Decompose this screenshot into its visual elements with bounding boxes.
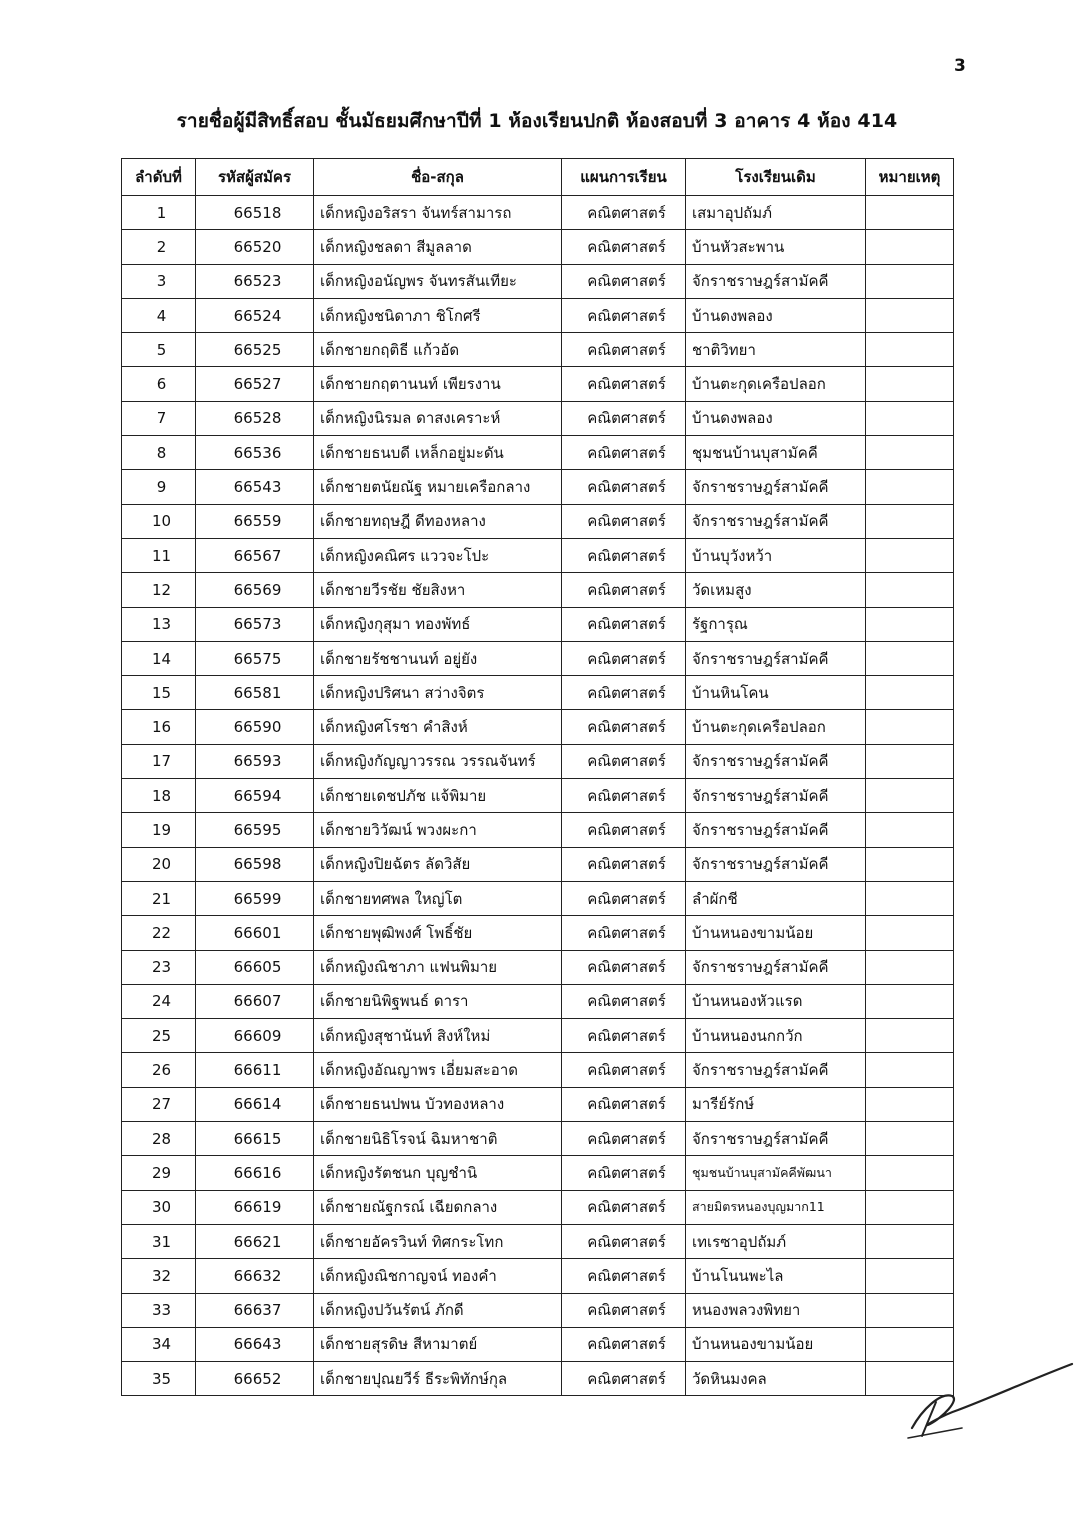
cell-previous-school: จักราชราษฎร์สามัคคี xyxy=(686,950,866,984)
cell-name: เด็กหญิงอริสรา จันทร์สามารถ xyxy=(314,196,562,230)
cell-remarks xyxy=(866,333,954,367)
cell-remarks xyxy=(866,196,954,230)
cell-no: 11 xyxy=(122,538,196,572)
cell-remarks xyxy=(866,607,954,641)
cell-study-plan: คณิตศาสตร์ xyxy=(562,1019,686,1053)
cell-remarks xyxy=(866,1019,954,1053)
cell-remarks xyxy=(866,1293,954,1327)
cell-no: 18 xyxy=(122,779,196,813)
cell-study-plan: คณิตศาสตร์ xyxy=(562,710,686,744)
cell-name: เด็กชายนิพิฐพนธ์ ดารา xyxy=(314,984,562,1018)
table-row xyxy=(122,436,954,470)
cell-no: 1 xyxy=(122,196,196,230)
cell-name: เด็กชายอัครวินท์ ทิศกระโทก xyxy=(314,1224,562,1258)
cell-applicant-id: 66581 xyxy=(196,676,314,710)
cell-previous-school: จักราชราษฎร์สามัคคี xyxy=(686,1053,866,1087)
cell-study-plan: คณิตศาสตร์ xyxy=(562,984,686,1018)
cell-no: 12 xyxy=(122,573,196,607)
cell-applicant-id: 66595 xyxy=(196,813,314,847)
cell-no: 10 xyxy=(122,504,196,538)
cell-applicant-id: 66601 xyxy=(196,916,314,950)
cell-name: เด็กชายพุฒิพงศ์ โพธิ์ชัย xyxy=(314,916,562,950)
cell-study-plan: คณิตศาสตร์ xyxy=(562,641,686,675)
cell-no: 34 xyxy=(122,1327,196,1361)
cell-previous-school: จักราชราษฎร์สามัคคี xyxy=(686,847,866,881)
cell-no: 22 xyxy=(122,916,196,950)
cell-name: เด็กหญิงณิชกาญจน์ ทองคำ xyxy=(314,1259,562,1293)
table-row xyxy=(122,779,954,813)
cell-study-plan: คณิตศาสตร์ xyxy=(562,333,686,367)
cell-no: 31 xyxy=(122,1224,196,1258)
cell-remarks xyxy=(866,1053,954,1087)
cell-no: 27 xyxy=(122,1087,196,1121)
table-row xyxy=(122,196,954,230)
cell-previous-school: จักราชราษฎร์สามัคคี xyxy=(686,1122,866,1156)
cell-name: เด็กหญิงชลดา สีมูลลาด xyxy=(314,230,562,264)
cell-study-plan: คณิตศาสตร์ xyxy=(562,1327,686,1361)
cell-name: เด็กชายธนปพน บัวทองหลาง xyxy=(314,1087,562,1121)
cell-name: เด็กหญิงปิยฉัตร ลัดวิสัย xyxy=(314,847,562,881)
cell-name: เด็กหญิงศโรชา คำสิงห์ xyxy=(314,710,562,744)
cell-study-plan: คณิตศาสตร์ xyxy=(562,1293,686,1327)
cell-name: เด็กหญิงปวันรัตน์ ภักดี xyxy=(314,1293,562,1327)
cell-remarks xyxy=(866,470,954,504)
cell-name: เด็กหญิงปริศนา สว่างจิตร xyxy=(314,676,562,710)
cell-remarks xyxy=(866,641,954,675)
cell-no: 32 xyxy=(122,1259,196,1293)
cell-applicant-id: 66621 xyxy=(196,1224,314,1258)
cell-name: เด็กหญิงชนิดาภา ชิโกศรี xyxy=(314,298,562,332)
cell-applicant-id: 66605 xyxy=(196,950,314,984)
cell-name: เด็กหญิงสุชานันท์ สิงห์ใหม่ xyxy=(314,1019,562,1053)
cell-no: 19 xyxy=(122,813,196,847)
cell-remarks xyxy=(866,1259,954,1293)
cell-previous-school: จักราชราษฎร์สามัคคี xyxy=(686,470,866,504)
cell-no: 30 xyxy=(122,1190,196,1224)
cell-study-plan: คณิตศาสตร์ xyxy=(562,779,686,813)
cell-applicant-id: 66527 xyxy=(196,367,314,401)
cell-applicant-id: 66643 xyxy=(196,1327,314,1361)
cell-applicant-id: 66594 xyxy=(196,779,314,813)
cell-name: เด็กชายนิธิโรจน์ ฉิมหาชาติ xyxy=(314,1122,562,1156)
page-number: 3 xyxy=(954,56,966,76)
table-row xyxy=(122,1362,954,1396)
cell-previous-school: มารีย์รักษ์ xyxy=(686,1087,866,1121)
cell-name: เด็กชายกฤตานนท์ เพียรงาน xyxy=(314,367,562,401)
cell-remarks xyxy=(866,984,954,1018)
cell-study-plan: คณิตศาสตร์ xyxy=(562,298,686,332)
cell-previous-school: ชาติวิทยา xyxy=(686,333,866,367)
table-row xyxy=(122,230,954,264)
cell-name: เด็กหญิงกัญญาวรรณ วรรณจันทร์ xyxy=(314,744,562,778)
cell-study-plan: คณิตศาสตร์ xyxy=(562,1362,686,1396)
cell-previous-school: บ้านหนองนกกวัก xyxy=(686,1019,866,1053)
cell-name: เด็กชายปุณยวีร์ ธีระพิทักษ์กุล xyxy=(314,1362,562,1396)
cell-applicant-id: 66632 xyxy=(196,1259,314,1293)
cell-name: เด็กชายณัฐกรณ์ เฉียดกลาง xyxy=(314,1190,562,1224)
table-row xyxy=(122,607,954,641)
cell-no: 5 xyxy=(122,333,196,367)
cell-remarks xyxy=(866,367,954,401)
cell-name: เด็กชายตนัยณัฐ หมายเครือกลาง xyxy=(314,470,562,504)
cell-study-plan: คณิตศาสตร์ xyxy=(562,916,686,950)
cell-applicant-id: 66616 xyxy=(196,1156,314,1190)
cell-applicant-id: 66619 xyxy=(196,1190,314,1224)
cell-previous-school: จักราชราษฎร์สามัคคี xyxy=(686,744,866,778)
cell-applicant-id: 66593 xyxy=(196,744,314,778)
cell-study-plan: คณิตศาสตร์ xyxy=(562,1087,686,1121)
table-row xyxy=(122,1122,954,1156)
table-row xyxy=(122,984,954,1018)
cell-no: 3 xyxy=(122,264,196,298)
cell-remarks xyxy=(866,298,954,332)
cell-study-plan: คณิตศาสตร์ xyxy=(562,1053,686,1087)
cell-remarks xyxy=(866,504,954,538)
cell-previous-school: เทเรซาอุปถัมภ์ xyxy=(686,1224,866,1258)
cell-study-plan: คณิตศาสตร์ xyxy=(562,504,686,538)
cell-name: เด็กหญิงคณิศร แววจะโปะ xyxy=(314,538,562,572)
cell-previous-school: บ้านหนองขามน้อย xyxy=(686,916,866,950)
cell-remarks xyxy=(866,950,954,984)
cell-name: เด็กชายวีรชัย ชัยสิงหา xyxy=(314,573,562,607)
cell-study-plan: คณิตศาสตร์ xyxy=(562,1224,686,1258)
cell-previous-school: จักราชราษฎร์สามัคคี xyxy=(686,504,866,538)
cell-applicant-id: 66518 xyxy=(196,196,314,230)
cell-applicant-id: 66536 xyxy=(196,436,314,470)
cell-study-plan: คณิตศาสตร์ xyxy=(562,744,686,778)
cell-remarks xyxy=(866,1122,954,1156)
cell-name: เด็กชายธนบดี เหล็กอยู่มะดัน xyxy=(314,436,562,470)
cell-applicant-id: 66607 xyxy=(196,984,314,1018)
table-row xyxy=(122,1087,954,1121)
cell-study-plan: คณิตศาสตร์ xyxy=(562,230,686,264)
cell-remarks xyxy=(866,779,954,813)
cell-no: 28 xyxy=(122,1122,196,1156)
cell-study-plan: คณิตศาสตร์ xyxy=(562,196,686,230)
cell-applicant-id: 66590 xyxy=(196,710,314,744)
cell-name: เด็กชายเดชปภัช แจ้พิมาย xyxy=(314,779,562,813)
cell-previous-school: บ้านดงพลอง xyxy=(686,401,866,435)
cell-no: 13 xyxy=(122,607,196,641)
cell-previous-school: บ้านดงพลอง xyxy=(686,298,866,332)
cell-name: เด็กหญิงอนัญพร จันทรสันเทียะ xyxy=(314,264,562,298)
cell-study-plan: คณิตศาสตร์ xyxy=(562,367,686,401)
cell-remarks xyxy=(866,1156,954,1190)
cell-no: 16 xyxy=(122,710,196,744)
cell-name: เด็กหญิงณิชาภา แฟนพิมาย xyxy=(314,950,562,984)
cell-applicant-id: 66569 xyxy=(196,573,314,607)
cell-applicant-id: 66543 xyxy=(196,470,314,504)
cell-remarks xyxy=(866,1327,954,1361)
cell-study-plan: คณิตศาสตร์ xyxy=(562,950,686,984)
cell-name: เด็กหญิงอัณญาพร เอี่ยมสะอาด xyxy=(314,1053,562,1087)
cell-study-plan: คณิตศาสตร์ xyxy=(562,1122,686,1156)
cell-previous-school: บ้านหินโคน xyxy=(686,676,866,710)
cell-study-plan: คณิตศาสตร์ xyxy=(562,813,686,847)
cell-no: 6 xyxy=(122,367,196,401)
table-row xyxy=(122,744,954,778)
table-row xyxy=(122,916,954,950)
cell-applicant-id: 66598 xyxy=(196,847,314,881)
cell-remarks xyxy=(866,230,954,264)
document-title: รายชื่อผู้มีสิทธิ์สอบ ชั้นมัธยมศึกษาปีที่ 1 ห้องเรียนปกติ ห้องสอบที่ 3 อาคาร 4 ห้อง 414 xyxy=(176,110,898,132)
cell-study-plan: คณิตศาสตร์ xyxy=(562,538,686,572)
table-row xyxy=(122,950,954,984)
cell-applicant-id: 66524 xyxy=(196,298,314,332)
cell-name: เด็กชายวิวัฒน์ พวงผะกา xyxy=(314,813,562,847)
cell-study-plan: คณิตศาสตร์ xyxy=(562,607,686,641)
cell-study-plan: คณิตศาสตร์ xyxy=(562,1259,686,1293)
cell-study-plan: คณิตศาสตร์ xyxy=(562,436,686,470)
cell-name: เด็กหญิงนิรมล ดาสงเคราะห์ xyxy=(314,401,562,435)
cell-study-plan: คณิตศาสตร์ xyxy=(562,264,686,298)
table-row xyxy=(122,813,954,847)
cell-remarks xyxy=(866,573,954,607)
cell-previous-school: บ้านหนองหัวแรด xyxy=(686,984,866,1018)
cell-no: 9 xyxy=(122,470,196,504)
cell-remarks xyxy=(866,676,954,710)
cell-study-plan: คณิตศาสตร์ xyxy=(562,1190,686,1224)
cell-name: เด็กชายรัชชานนท์ อยู่ยัง xyxy=(314,641,562,675)
cell-name: เด็กชายสุรดิษ สีหามาตย์ xyxy=(314,1327,562,1361)
cell-previous-school: บ้านตะกุดเครือปลอก xyxy=(686,710,866,744)
cell-previous-school: หนองพลวงพิทยา xyxy=(686,1293,866,1327)
cell-no: 14 xyxy=(122,641,196,675)
cell-previous-school: บ้านหัวสะพาน xyxy=(686,230,866,264)
table-row xyxy=(122,504,954,538)
cell-remarks xyxy=(866,401,954,435)
table-row xyxy=(122,264,954,298)
cell-no: 24 xyxy=(122,984,196,1018)
cell-applicant-id: 66615 xyxy=(196,1122,314,1156)
table-row xyxy=(122,1224,954,1258)
cell-study-plan: คณิตศาสตร์ xyxy=(562,1156,686,1190)
cell-applicant-id: 66525 xyxy=(196,333,314,367)
cell-remarks xyxy=(866,1087,954,1121)
cell-study-plan: คณิตศาสตร์ xyxy=(562,676,686,710)
cell-no: 35 xyxy=(122,1362,196,1396)
cell-applicant-id: 66567 xyxy=(196,538,314,572)
cell-applicant-id: 66652 xyxy=(196,1362,314,1396)
cell-study-plan: คณิตศาสตร์ xyxy=(562,470,686,504)
table-body xyxy=(122,196,954,1396)
cell-applicant-id: 66523 xyxy=(196,264,314,298)
cell-remarks xyxy=(866,881,954,915)
cell-previous-school: บ้านบุวังหว้า xyxy=(686,538,866,572)
cell-previous-school: ชุมชนบ้านบุสามัคคีพัฒนา xyxy=(686,1156,866,1190)
cell-remarks xyxy=(866,710,954,744)
table-row xyxy=(122,881,954,915)
cell-previous-school: ชุมชนบ้านบุสามัคคี xyxy=(686,436,866,470)
cell-name: เด็กหญิงกุสุมา ทองพัทธ์ xyxy=(314,607,562,641)
cell-study-plan: คณิตศาสตร์ xyxy=(562,847,686,881)
cell-no: 33 xyxy=(122,1293,196,1327)
header-study-plan: แผนการเรียน xyxy=(562,159,686,196)
cell-remarks xyxy=(866,1224,954,1258)
cell-no: 20 xyxy=(122,847,196,881)
candidate-table xyxy=(121,158,954,1396)
cell-previous-school: บ้านหนองขามน้อย xyxy=(686,1327,866,1361)
cell-previous-school: รัฐการุณ xyxy=(686,607,866,641)
cell-remarks xyxy=(866,813,954,847)
table-row xyxy=(122,1156,954,1190)
cell-previous-school: บ้านตะกุดเครือปลอก xyxy=(686,367,866,401)
cell-no: 26 xyxy=(122,1053,196,1087)
cell-previous-school: เสมาอุปถัมภ์ xyxy=(686,196,866,230)
cell-remarks xyxy=(866,916,954,950)
table-header-row xyxy=(122,159,954,196)
cell-study-plan: คณิตศาสตร์ xyxy=(562,573,686,607)
table-row xyxy=(122,1190,954,1224)
cell-name: เด็กชายทศพล ใหญ่โต xyxy=(314,881,562,915)
cell-remarks xyxy=(866,264,954,298)
table-row xyxy=(122,538,954,572)
header-name: ชื่อ-สกุล xyxy=(314,159,562,196)
cell-no: 23 xyxy=(122,950,196,984)
table-row xyxy=(122,298,954,332)
cell-remarks xyxy=(866,744,954,778)
table-row xyxy=(122,1019,954,1053)
cell-study-plan: คณิตศาสตร์ xyxy=(562,401,686,435)
table-row xyxy=(122,401,954,435)
cell-applicant-id: 66573 xyxy=(196,607,314,641)
header-no: ลำดับที่ xyxy=(122,159,196,196)
cell-applicant-id: 66575 xyxy=(196,641,314,675)
cell-no: 2 xyxy=(122,230,196,264)
signature-mark xyxy=(900,1358,1074,1448)
cell-applicant-id: 66559 xyxy=(196,504,314,538)
cell-no: 25 xyxy=(122,1019,196,1053)
cell-name: เด็กหญิงรัตชนก บุญชำนิ xyxy=(314,1156,562,1190)
cell-previous-school: จักราชราษฎร์สามัคคี xyxy=(686,779,866,813)
cell-previous-school: จักราชราษฎร์สามัคคี xyxy=(686,641,866,675)
table-row xyxy=(122,367,954,401)
header-previous-school: โรงเรียนเดิม xyxy=(686,159,866,196)
cell-no: 17 xyxy=(122,744,196,778)
table-row xyxy=(122,847,954,881)
cell-no: 7 xyxy=(122,401,196,435)
table-row xyxy=(122,333,954,367)
cell-applicant-id: 66599 xyxy=(196,881,314,915)
table-row xyxy=(122,676,954,710)
cell-applicant-id: 66528 xyxy=(196,401,314,435)
cell-no: 8 xyxy=(122,436,196,470)
table-row xyxy=(122,470,954,504)
cell-previous-school: บ้านโนนพะไล xyxy=(686,1259,866,1293)
cell-name: เด็กชายกฤติธี แก้วอัด xyxy=(314,333,562,367)
header-remarks: หมายเหตุ xyxy=(866,159,954,196)
cell-applicant-id: 66609 xyxy=(196,1019,314,1053)
header-applicant-id: รหัสผู้สมัคร xyxy=(196,159,314,196)
cell-previous-school: จักราชราษฎร์สามัคคี xyxy=(686,813,866,847)
cell-no: 21 xyxy=(122,881,196,915)
cell-applicant-id: 66611 xyxy=(196,1053,314,1087)
cell-remarks xyxy=(866,538,954,572)
cell-previous-school: ลำผักชี xyxy=(686,881,866,915)
cell-no: 4 xyxy=(122,298,196,332)
table-row xyxy=(122,573,954,607)
cell-name: เด็กชายทฤษฎี ดีทองหลาง xyxy=(314,504,562,538)
table-row xyxy=(122,1053,954,1087)
cell-remarks xyxy=(866,1190,954,1224)
cell-previous-school: วัดหินมงคล xyxy=(686,1362,866,1396)
cell-previous-school: สายมิตรหนองบุญมาก11 xyxy=(686,1190,866,1224)
table-row xyxy=(122,641,954,675)
cell-applicant-id: 66614 xyxy=(196,1087,314,1121)
table-row xyxy=(122,1259,954,1293)
cell-remarks xyxy=(866,436,954,470)
cell-applicant-id: 66520 xyxy=(196,230,314,264)
cell-previous-school: วัดเหมสูง xyxy=(686,573,866,607)
cell-remarks xyxy=(866,847,954,881)
cell-study-plan: คณิตศาสตร์ xyxy=(562,881,686,915)
cell-no: 29 xyxy=(122,1156,196,1190)
table-row xyxy=(122,710,954,744)
table-row xyxy=(122,1327,954,1361)
cell-no: 15 xyxy=(122,676,196,710)
table-row xyxy=(122,1293,954,1327)
cell-previous-school: จักราชราษฎร์สามัคคี xyxy=(686,264,866,298)
cell-applicant-id: 66637 xyxy=(196,1293,314,1327)
